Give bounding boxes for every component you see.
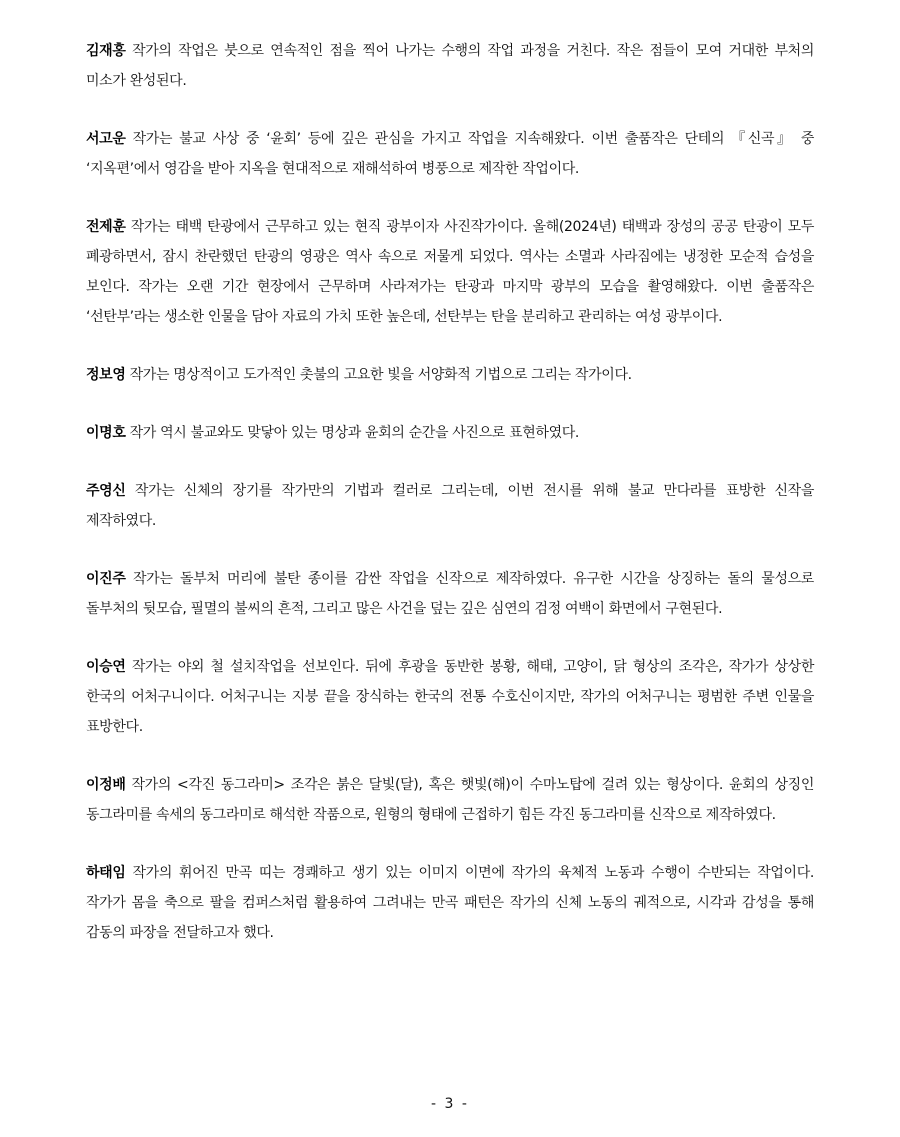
artist-paragraph: [86, 652, 814, 742]
page-number: - 3 -: [431, 1096, 469, 1112]
artist-name: 주영신: [86, 483, 126, 499]
document-body: [86, 36, 814, 976]
artist-description: 작가는 돌부처 머리에 불탄 종이를 감싼 작업을 신작으로 제작하였다. 유구한 시간을 상징하는 돌의 물성으로 돌부처의 뒷모습, 필멸의 불씨의 흔적, 그리고 많은 사건을 덮는 깊은 심연의 검정 여백이 화면에서 구현된다.: [86, 571, 814, 617]
artist-paragraph: [86, 564, 814, 624]
artist-description: 작가는 명상적이고 도가적인 촛불의 고요한 빛을 서양화적 기법으로 그리는 작가이다.: [125, 367, 632, 383]
artist-name: 이진주: [86, 571, 126, 587]
artist-paragraph: [86, 476, 814, 536]
artist-paragraph: [86, 770, 814, 830]
artist-description: 작가 역시 불교와도 맞닿아 있는 명상과 윤회의 순간을 사진으로 표현하였다.: [125, 425, 580, 441]
artist-name: 하태임: [86, 865, 126, 881]
artist-description: 작가의 휘어진 만곡 띠는 경쾌하고 생기 있는 이미지 이면에 작가의 육체적 노동과 수행이 수반되는 작업이다. 작가가 몸을 축으로 팔을 컴퍼스처럼 활용하여 그려내는 만곡 패턴은 작가의 신체 노동의 궤적으로, 시각과 감성을 통해 감동의 파장을 전달하고자 했다.: [86, 865, 814, 941]
artist-description: 작가의 작업은 붓으로 연속적인 점을 찍어 나가는 수행의 작업 과정을 거친다. 작은 점들이 모여 거대한 부처의 미소가 완성된다.: [86, 43, 814, 89]
artist-description: 작가는 야외 철 설치작업을 선보인다. 뒤에 후광을 동반한 봉황, 해태, 고양이, 닭 형상의 조각은, 작가가 상상한 한국의 어처구니이다. 어처구니는 지붕 끝을 장식하는 한국의 전통 수호신이지만, 작가의 어처구니는 평범한 주변 인물을 표방한다.: [86, 659, 814, 735]
artist-description: 작가는 신체의 장기를 작가만의 기법과 컬러로 그리는데, 이번 전시를 위해 불교 만다라를 표방한 신작을 제작하였다.: [86, 483, 814, 529]
artist-paragraph: [86, 36, 814, 96]
artist-name: 정보영: [86, 367, 126, 383]
artist-description: 작가는 불교 사상 중 ‘윤회’ 등에 깊은 관심을 가지고 작업을 지속해왔다. 이번 출품작은 단테의 『신곡』 중 ‘지옥편’에서 영감을 받아 지옥을 현대적으로 재해석하여 병풍으로 제작한 작업이다.: [86, 131, 814, 177]
artist-paragraph: [86, 858, 814, 948]
artist-name: 이정배: [86, 777, 126, 793]
artist-description: 작가의 <각진 동그라미> 조각은 붉은 달빛(달), 혹은 햇빛(해)이 수마노탑에 걸려 있는 형상이다. 윤회의 상징인 동그라미를 속세의 동그라미로 해석한 작품으로, 원형의 형태에 근접하기 힘든 각진 동그라미를 신작으로 제작하였다.: [86, 777, 814, 823]
artist-description: 작가는 태백 탄광에서 근무하고 있는 현직 광부이자 사진작가이다. 올해(2024년) 태백과 장성의 공공 탄광이 모두 폐광하면서, 잠시 찬란했던 탄광의 영광은 역사 속으로 저물게 되었다. 역사는 소멸과 사라짐에는 냉정한 모순적 습성을 보인다. 작가는 오랜 기간 현장에서 근무하며 사라져가는 탄광과 마지막 광부의 모습을 촬영해왔다. 이번 출품작은 ‘선탄부’라는 생소한 인물을 담아 자료의 가치 또한 높은데, 선탄부는 탄을 분리하고 관리하는 여성 광부이다.: [86, 219, 814, 325]
artist-name: 이명호: [86, 425, 126, 441]
artist-paragraph: [86, 418, 814, 448]
artist-paragraph: [86, 124, 814, 184]
artist-name: 김재홍: [86, 43, 126, 59]
artist-paragraph: [86, 360, 814, 390]
artist-name: 이승연: [86, 659, 126, 675]
artist-paragraph: [86, 212, 814, 332]
artist-name: 전제훈: [86, 219, 126, 235]
artist-name: 서고운: [86, 131, 126, 147]
